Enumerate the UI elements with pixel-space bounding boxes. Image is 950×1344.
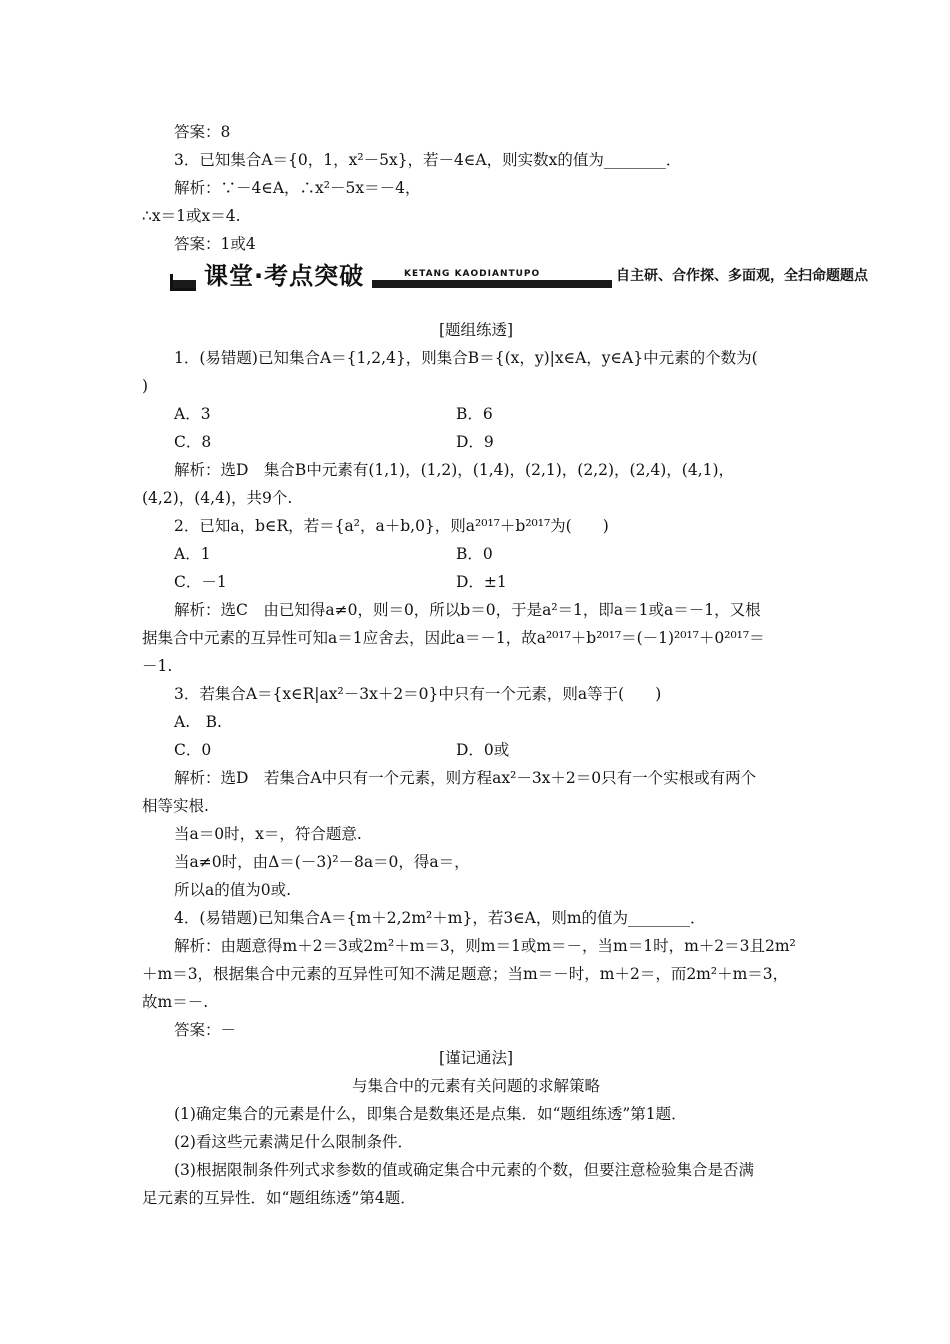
option-d: D．0或 bbox=[456, 741, 510, 759]
question-1-stem: 1．(易错题)已知集合A＝{1,2,4}，则集合B＝{(x，y)|x∈A，y∈A}中元素的个数为( bbox=[174, 349, 758, 367]
question-2-options bbox=[142, 568, 810, 596]
answer-line: 答案：8 bbox=[174, 123, 231, 141]
question-4-answer: 答案：－ bbox=[174, 1021, 237, 1039]
option-a: A．3 bbox=[174, 405, 211, 423]
strategy-item-cont: 足元素的互异性．如“题组练透”第4题． bbox=[142, 1189, 416, 1207]
option-a-b: A. B. bbox=[174, 713, 222, 731]
question-3-analysis-case: 当a≠0时，由Δ＝(－3)²－8a＝0，得a＝， bbox=[174, 853, 470, 871]
banner-subtitle: KETANG KAODIANTUPO bbox=[400, 268, 544, 280]
question-3-stem: 3．若集合A＝{x∈R|ax²－3x＋2＝0}中只有一个元素，则a等于( ) bbox=[174, 685, 662, 703]
question-2-stem: 2．已知a，b∈R，若＝{a²，a＋b,0}，则a²⁰¹⁷＋b²⁰¹⁷为( ) bbox=[174, 517, 609, 535]
question-2-analysis-cont: 据集合中元素的互异性可知a＝1应舍去，因此a＝－1，故a²⁰¹⁷＋b²⁰¹⁷＝(－1)²⁰¹⁷＋0²⁰¹⁷＝ bbox=[142, 629, 765, 647]
question-3-analysis: 解析：选D 若集合A中只有一个元素，则方程ax²－3x＋2＝0只有一个实根或有两个 bbox=[174, 769, 757, 787]
question-3-options bbox=[142, 736, 810, 764]
banner-hook-decoration bbox=[170, 274, 199, 291]
question-2-options bbox=[142, 540, 810, 568]
question-2-analysis-cont: －1. bbox=[142, 657, 173, 675]
question-4-analysis-cont: ＋m＝3，根据集合中元素的互异性可知不满足题意；当m＝－时，m＋2＝，而2m²＋m＝3， bbox=[142, 965, 789, 983]
banner-title: 课堂·考点突破 bbox=[196, 260, 372, 292]
question-1-analysis: 解析：选D 集合B中元素有(1,1)，(1,2)，(1,4)，(2,1)，(2,2)，(2,4)，(4,1)， bbox=[174, 461, 735, 479]
option-blank bbox=[456, 708, 738, 736]
option-d: D．±1 bbox=[456, 573, 507, 591]
question-3-analysis-case: 当a＝0时，x＝，符合题意. bbox=[174, 825, 362, 843]
strategy-title: 与集合中的元素有关问题的求解策略 bbox=[351, 1077, 600, 1095]
question-3-options bbox=[142, 708, 810, 736]
section-heading: [谨记通法] bbox=[438, 1049, 514, 1067]
strategy-item: (3)根据限制条件列式求参数的值或确定集合中元素的个数，但要注意检验集合是否满 bbox=[174, 1161, 754, 1179]
strategy-item: (2)看这些元素满足什么限制条件． bbox=[174, 1133, 413, 1151]
question-3-prev: 3．已知集合A＝{0，1，x²－5x}，若－4∈A，则实数x的值为________． bbox=[174, 151, 682, 169]
strategy-item: (1)确定集合的元素是什么，即集合是数集还是点集．如“题组练透”第1题． bbox=[174, 1105, 687, 1123]
option-b: B．6 bbox=[456, 405, 493, 423]
question-3-analysis-conclusion: 所以a的值为0或. bbox=[174, 881, 292, 899]
analysis-line: 解析：∵－4∈A，∴x²－5x＝－4， bbox=[174, 179, 421, 197]
question-3-analysis-cont: 相等实根. bbox=[142, 797, 209, 815]
option-d: D．9 bbox=[456, 433, 494, 451]
question-1-analysis-cont: (4,2)，(4,4)，共9个. bbox=[142, 489, 293, 507]
banner-slogan: 自主研、合作探、多面观，全扫命题题点 bbox=[612, 264, 872, 288]
question-1-options bbox=[142, 400, 810, 428]
question-4-analysis: 解析：由题意得m＋2＝3或2m²＋m＝3，则m＝1或m＝－，当m＝1时，m＋2＝3且2m² bbox=[174, 937, 796, 955]
question-1-options bbox=[142, 428, 810, 456]
document-content bbox=[142, 118, 868, 1212]
question-4-stem: 4．(易错题)已知集合A＝{m＋2,2m²＋m}，若3∈A，则m的值为________． bbox=[174, 909, 706, 927]
question-4-analysis-cont: 故m＝－. bbox=[142, 993, 209, 1011]
answer-line: 答案：1或4 bbox=[174, 235, 256, 253]
analysis-line: ∴x＝1或x＝4. bbox=[142, 207, 241, 225]
section-heading: [题组练透] bbox=[438, 321, 514, 339]
question-1-stem-cont: ) bbox=[142, 377, 149, 395]
option-c: C．8 bbox=[174, 433, 212, 451]
question-2-analysis: 解析：选C 由已知得a≠0，则＝0，所以b＝0，于是a²＝1，即a＝1或a＝－1，又根 bbox=[174, 601, 761, 619]
option-c: C．－1 bbox=[174, 573, 227, 591]
section-banner bbox=[170, 264, 872, 294]
option-b: B．0 bbox=[456, 545, 493, 563]
option-c: C．0 bbox=[174, 741, 212, 759]
option-a: A．1 bbox=[174, 545, 211, 563]
